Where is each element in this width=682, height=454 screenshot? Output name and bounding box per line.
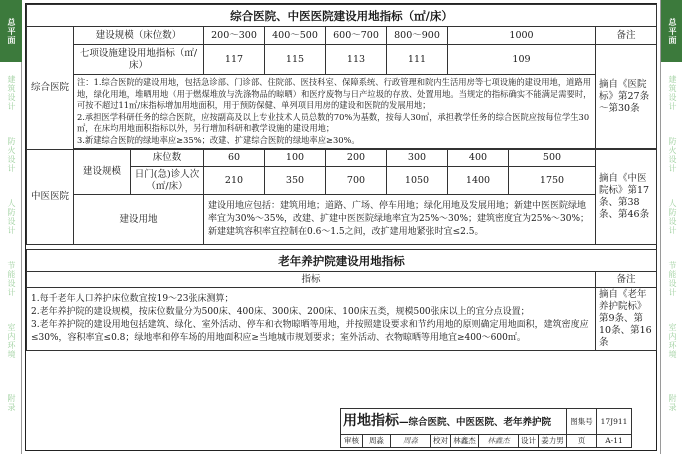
review-signature: 周淼 (391, 435, 431, 448)
side-tab-civil-defense-right[interactable]: 人防设计 (668, 199, 677, 235)
tcm-land-text: 建设用地应包括：建筑用地；道路、广场、停车用地；绿化用地及发展用地；新建中医医院绿地率宜为30%～35%，改建、扩建中医医院绿地率宜为25%～30%；建筑密度宜为25%～30%；新建建筑容积率宜控制在0.6～1.5之间，改扩建用地紧张时宜≤2.5。 (204, 195, 596, 245)
tcm-hospital-label: 中医医院 (27, 150, 74, 245)
general-note-2: 2.承担医学科研任务的综合医院，应按副高及以上专业技术人员总数的70%为基数，按每人30㎡，承担教学任务的综合医院应按每位学生30㎡，在床均用地面积指标以外，另行增加科研和教学设施的建设用地； (77, 111, 590, 133)
tcm-visits-cell: 350 (265, 167, 326, 195)
tcm-beds-cell: 300 (387, 150, 448, 167)
page-label: 页 (567, 435, 597, 448)
general-value-cell: 115 (265, 45, 326, 75)
design-label: 设计 (519, 435, 539, 448)
section2-indicator-header: 指标 (27, 272, 596, 288)
side-tab-energy-right[interactable]: 节能设计 (668, 261, 677, 297)
general-scale-cell: 400～500 (265, 27, 326, 45)
tcm-beds-cell: 400 (448, 150, 509, 167)
side-tab-fire-right[interactable]: 防火设计 (668, 137, 677, 173)
side-tab-appendix-right[interactable]: 附录 (668, 394, 677, 412)
general-value-cell: 117 (204, 45, 265, 75)
general-value-cell: 109 (448, 45, 596, 75)
general-note-3: 3.新建综合医院的绿地率应≥35%；改建、扩建综合医院的绿地率应≥30%。 (77, 134, 360, 145)
tcm-visits-cell: 1750 (509, 167, 596, 195)
side-tab-indoor-right[interactable]: 室内环境 (668, 323, 677, 359)
general-note-1: 注：1.综合医院的建设用地，包括急诊部、门诊部、住院部、医技科室、保障系统、行政管理和院内生活用房等七项设施的建设用地，道路用地，绿化用地，堆晒用地（用于燃煤堆放与洗涤物品的晾晒）和医疗废物与日产垃圾的存放、处置用地。当规定的指标确实不能满足需要时，可按不超过11㎡/床指标增加用地面积，用于预防保健、单列项目用房的建设和医院的发展用地； (77, 77, 592, 110)
general-scale-cell: 600～700 (326, 27, 387, 45)
general-notes (74, 75, 596, 149)
elderly-item-1: 1.每千老年人口养护床位数宜按19～23张床测算； (31, 294, 234, 304)
design-name: 姜力男 (539, 435, 567, 448)
left-section-tabs (0, 0, 22, 454)
atlas-number: 17J911 (597, 409, 632, 435)
elderly-item-3: 3.老年养护院的建设用地包括建筑、绿化、室外活动、停车和衣物晾晒等用地，并按照建设要求和节约用地的原则确定用地面积，建筑密度应≤30%，容积率宜≤0.8；绿地率和停车场的用地面积应≥当地城市规划要求；室外活动、衣物晾晒等用地宜≥400～600㎡。 (31, 320, 589, 343)
check-label: 校对 (431, 435, 451, 448)
page-number: A-11 (597, 435, 632, 448)
tcm-beds-label: 床位数 (131, 150, 204, 167)
general-remark-header: 备注 (596, 27, 657, 45)
side-tab-architecture-right[interactable]: 建筑设计 (668, 75, 677, 111)
side-tab-site-plan-right[interactable]: 总平面 (661, 0, 682, 62)
review-label: 审核 (341, 435, 363, 448)
tcm-beds-cell: 100 (265, 150, 326, 167)
side-tab-architecture[interactable]: 建筑设计 (7, 75, 16, 111)
elderly-care-land-table (26, 249, 657, 351)
section2-indicators (27, 288, 596, 351)
section2-remark-header: 备注 (596, 272, 657, 288)
general-hospital-label: 综合医院 (27, 27, 74, 150)
tcm-scale-label: 建设规模 (74, 150, 131, 195)
sheet-title-main: 用地指标 (343, 412, 399, 429)
section1-title: 综合医院、中医医院建设用地指标（㎡/床） (27, 5, 657, 27)
tcm-beds-cell: 60 (204, 150, 265, 167)
side-tab-indoor[interactable]: 室内环境 (7, 323, 16, 359)
atlas-label: 图集号 (567, 409, 597, 435)
side-tab-site-plan[interactable]: 总平面 (0, 0, 22, 62)
elderly-item-2: 2.老年养护院的建设规模，按床位数量分为500床、400床、300床、200床、100床五类，规模500张床以上的宜分点设置； (31, 307, 530, 317)
tcm-beds-cell: 200 (326, 150, 387, 167)
side-tab-appendix[interactable]: 附录 (7, 394, 16, 412)
tcm-beds-cell: 500 (509, 150, 596, 167)
title-block (340, 408, 631, 447)
section2-title: 老年养护院建设用地指标 (27, 250, 657, 272)
general-value-cell: 111 (387, 45, 448, 75)
check-signature: 林鑫杰 (479, 435, 519, 448)
section2-remark: 摘自《老年养护院标》第9条、第10条、第16条 (596, 288, 657, 351)
tcm-visits-label: 日门(急)诊人次（㎡/床） (131, 167, 204, 195)
general-scale-cell: 1000 (448, 27, 596, 45)
general-value-cell: 113 (326, 45, 387, 75)
tcm-remark: 摘自《中医院标》第17条、第38条、第46条 (596, 150, 657, 245)
tcm-visits-cell: 1400 (448, 167, 509, 195)
general-scale-cell: 200～300 (204, 27, 265, 45)
tcm-visits-cell: 1050 (387, 167, 448, 195)
side-tab-fire[interactable]: 防火设计 (7, 137, 16, 173)
drawing-sheet (25, 3, 657, 451)
hospital-land-table (26, 4, 657, 245)
check-name: 林鑫杰 (451, 435, 479, 448)
right-section-tabs (660, 0, 682, 454)
sheet-title-sub: —综合医院、中医医院、老年养护院 (399, 416, 552, 428)
side-tab-energy[interactable]: 节能设计 (7, 261, 16, 297)
sheet-title (341, 409, 567, 435)
general-index-label: 七项设施建设用地指标（㎡/床） (74, 45, 204, 75)
tcm-visits-cell: 700 (326, 167, 387, 195)
general-scale-cell: 800～900 (387, 27, 448, 45)
review-name: 周淼 (363, 435, 391, 448)
general-remark: 摘自《医院标》第27条～第30条 (596, 45, 657, 149)
general-scale-label: 建设规模（床位数） (74, 27, 204, 45)
tcm-land-label: 建设用地 (74, 195, 204, 245)
tcm-visits-cell: 210 (204, 167, 265, 195)
side-tab-civil-defense[interactable]: 人防设计 (7, 199, 16, 235)
